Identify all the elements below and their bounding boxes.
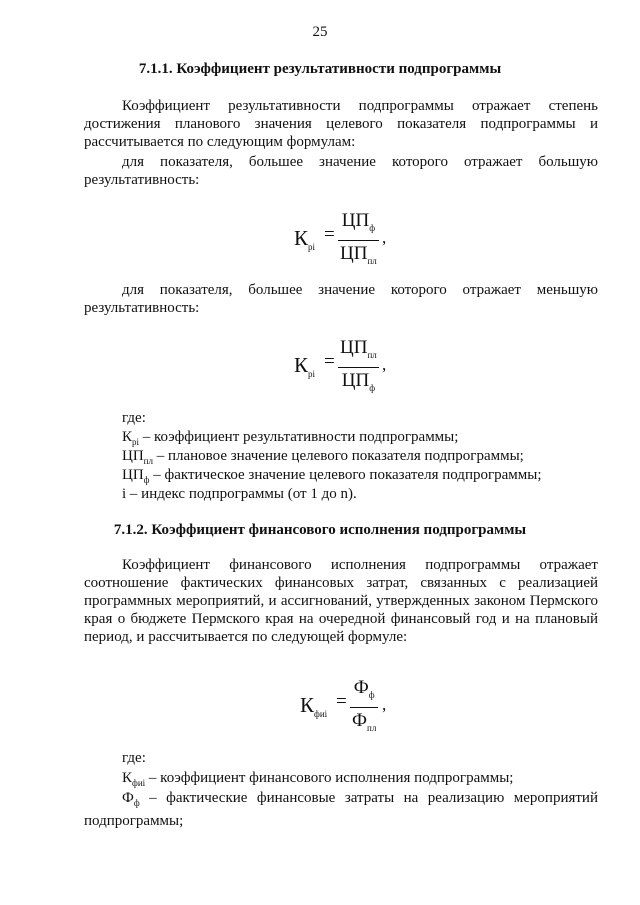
fraction-denominator: $Ф_{пл}$ xyxy=(352,709,377,733)
definition-financial-coefficient: $К_{фиi}$ – коэффициент финансового исполнения подпрограммы; xyxy=(122,770,514,788)
formula-equals: = xyxy=(324,224,335,245)
formula-fraction xyxy=(338,210,379,272)
formula-comma: , xyxy=(382,355,387,374)
fraction-bar xyxy=(350,707,378,708)
case-lesser-paragraph: для показателя, большее значение которого отражает меньшую результативность: xyxy=(84,282,598,316)
formula-financial-execution-coefficient xyxy=(300,677,410,737)
formula-fraction xyxy=(350,677,378,739)
definition-actual-value: $ЦП_ф$ – фактическое значение целевого показателя подпрограммы; xyxy=(122,467,542,485)
section1-intro-paragraph: Коэффициент результативности подпрограммы отражает степень достижения планового значения целевого показателя подпрограммы и рассчитывается по следующим формулам: xyxy=(84,98,598,150)
fraction-numerator: $ЦП_{пл}$ xyxy=(340,337,377,360)
section-heading-7-1-2: 7.1.2. Коэффициент финансового исполнения подпрограммы xyxy=(113,522,527,538)
formula-result-coefficient-lesser xyxy=(294,337,404,397)
formula-comma: , xyxy=(382,695,387,714)
page-number: 25 xyxy=(312,24,328,40)
fraction-denominator: $ЦП_{пл}$ xyxy=(340,242,377,266)
section2-intro-paragraph: Коэффициент финансового исполнения подпрограммы отражает соотношение фактических финансовых затрат, связанных с реализацией программных мероприятий, и ассигнований, утвержденных законом Пермского края о бюджете Пермского края на очередной финансовый год и на плановый период, и рассчитывается по следующей формуле: xyxy=(84,557,598,645)
formula-comma: , xyxy=(382,228,387,247)
formula-result-coefficient-greater xyxy=(294,210,404,270)
formula-lhs: $К_{рi}$ xyxy=(294,226,316,253)
where-label-2: где: xyxy=(122,750,146,766)
formula-fraction xyxy=(338,337,379,399)
formula-equals: = xyxy=(324,351,335,372)
fraction-numerator: $Ф_ф$ xyxy=(353,677,375,700)
definition-coefficient: $К_{рi}$ – коэффициент результативности подпрограммы; xyxy=(122,429,459,447)
definition-planned-value: $ЦП_{пл}$ – плановое значение целевого показателя подпрограммы; xyxy=(122,448,524,466)
formula-equals: = xyxy=(336,691,347,712)
fraction-denominator: $ЦП_ф$ xyxy=(341,369,376,393)
definition-index: i – индекс подпрограммы (от 1 до n). xyxy=(122,486,357,502)
formula-lhs: $К_{рi}$ xyxy=(294,353,316,380)
where-label: где: xyxy=(122,410,146,426)
definition-actual-costs: $Ф_ф$ – фактические финансовые затраты на реализацию мероприятий подпрограммы; xyxy=(84,790,598,829)
fraction-bar xyxy=(338,367,379,368)
fraction-bar xyxy=(338,240,379,241)
case-greater-paragraph: для показателя, большее значение которого отражает большую результативность: xyxy=(84,154,598,188)
formula-lhs: $К_{фиi}$ xyxy=(300,693,328,720)
section-heading-7-1-1: 7.1.1. Коэффициент результативности подпрограммы xyxy=(138,61,502,77)
fraction-numerator: $ЦП_ф$ xyxy=(341,210,376,233)
